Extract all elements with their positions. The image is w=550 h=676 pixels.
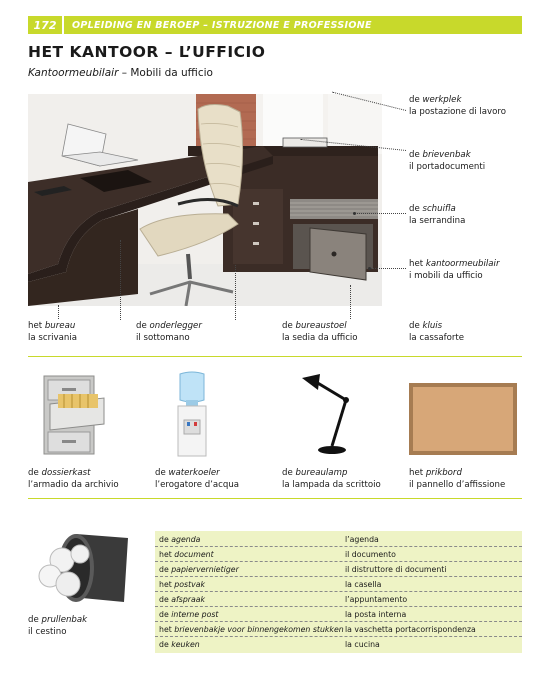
vocab-row	[155, 578, 522, 591]
label-prullenbak	[28, 614, 87, 638]
term-nl: agenda	[171, 534, 201, 544]
separator-rule	[28, 356, 522, 357]
term-it: la cassaforte	[409, 333, 465, 343]
term-it: la serrandina	[409, 216, 466, 226]
subtitle-separator: –	[118, 67, 131, 79]
vocab-nl	[159, 610, 218, 619]
article: de	[409, 95, 423, 105]
term-nl: dossierkast	[41, 468, 91, 478]
corkboard-image	[409, 383, 517, 455]
vocab-row	[155, 608, 522, 621]
callout-line-onderlegger	[120, 240, 121, 320]
water-cooler-icon	[172, 370, 212, 458]
term-it: la postazione di lavoro	[409, 107, 507, 117]
vocab-nl	[159, 580, 205, 589]
term-nl: schuifla	[422, 204, 456, 214]
vocab-divider	[155, 606, 522, 607]
article: de	[409, 150, 423, 160]
term-it: i mobili da ufficio	[409, 271, 483, 281]
callout-brievenbak	[409, 149, 485, 173]
vocab-it: il documento	[345, 549, 396, 559]
office-illustration	[28, 94, 382, 306]
vocab-it: la casella	[345, 579, 382, 589]
article: de	[282, 468, 296, 478]
filing-cabinet-image	[36, 372, 108, 458]
article: de	[282, 321, 296, 331]
term-nl: bureau	[44, 321, 76, 331]
article: de	[28, 615, 42, 625]
term-it: il pannello d’affissione	[409, 480, 506, 490]
callout-bureaustoel	[282, 320, 358, 344]
callout-line-kluis	[350, 285, 351, 319]
callout-werkplek	[409, 94, 506, 118]
vocab-it: l’appuntamento	[345, 594, 408, 604]
vocab-divider	[155, 561, 522, 562]
vocabulary-box	[155, 531, 522, 653]
vocab-nl	[159, 595, 205, 604]
subtitle-nl: Kantoormeubilair	[28, 67, 119, 79]
article: de	[159, 609, 172, 619]
article: de	[136, 321, 150, 331]
article: het	[159, 579, 175, 589]
term-nl: document	[174, 549, 214, 559]
article: de	[159, 534, 172, 544]
callout-onderlegger	[136, 320, 202, 344]
article: het	[409, 468, 426, 478]
term-it: la lampada da scrittoio	[282, 480, 381, 490]
vocab-divider	[155, 546, 522, 547]
article: het	[159, 624, 175, 634]
vocab-nl	[159, 640, 200, 649]
wastebin-icon	[32, 532, 132, 604]
label-bureaulamp	[282, 467, 381, 491]
term-it: il portadocumenti	[409, 162, 486, 172]
term-it: la sedia da ufficio	[282, 333, 358, 343]
term-nl: keuken	[171, 639, 200, 649]
article: het	[409, 259, 426, 269]
callout-line-bureaustoel	[235, 265, 236, 320]
filing-cabinet-icon	[36, 372, 108, 458]
page-subtitle	[28, 67, 213, 79]
section-title: OPLEIDING EN BEROEP – ISTRUZIONE E PROFESSIONE	[72, 19, 372, 31]
vocab-divider	[155, 621, 522, 622]
callout-kluis	[409, 320, 464, 344]
term-nl: kantoormeubilair	[425, 259, 500, 269]
term-it: l’armadio da archivio	[28, 480, 119, 490]
term-nl: afspraak	[171, 594, 206, 604]
term-nl: prikbord	[425, 468, 462, 478]
term-it: il cestino	[28, 627, 67, 637]
term-it: l’erogatore d’acqua	[155, 480, 240, 490]
callout-line-schuifla	[355, 213, 406, 214]
vocab-nl	[159, 625, 344, 634]
article: de	[409, 204, 423, 214]
label-dossierkast	[28, 467, 119, 491]
article: de	[409, 321, 423, 331]
wastebin-image	[32, 532, 132, 604]
vocab-it: l’agenda	[345, 534, 379, 544]
water-cooler-image	[172, 370, 212, 458]
term-nl: onderlegger	[149, 321, 202, 331]
callout-dot-kantoormeubilair	[368, 267, 371, 270]
term-nl: brievenbak	[422, 150, 471, 160]
article: de	[159, 564, 172, 574]
vocab-row	[155, 638, 522, 651]
callout-line-bureau	[58, 305, 59, 319]
vocab-row	[155, 533, 522, 546]
desk-lamp-icon	[296, 372, 366, 458]
section-header-bar	[28, 16, 522, 34]
label-prikbord	[409, 467, 505, 491]
page-title: HET KANTOOR – L’UFFICIO	[28, 43, 266, 61]
callout-bureau	[28, 320, 77, 344]
vocab-row	[155, 593, 522, 606]
term-nl: brievenbakje voor binnengekomen stukken	[174, 624, 344, 634]
vocab-nl	[159, 535, 200, 544]
callout-line-kantoormeubilair	[370, 268, 406, 269]
vocab-it: la posta interna	[345, 609, 407, 619]
vocab-divider	[155, 576, 522, 577]
callout-schuifla	[409, 203, 465, 227]
vocab-nl	[159, 550, 214, 559]
term-nl: prullenbak	[41, 615, 88, 625]
label-waterkoeler	[155, 467, 239, 491]
vocab-row	[155, 548, 522, 561]
vocab-row	[155, 623, 522, 636]
separator-rule	[28, 498, 522, 499]
page-number: 172	[28, 16, 64, 34]
office-photo	[28, 94, 382, 306]
article: de	[159, 639, 172, 649]
vocab-row	[155, 563, 522, 576]
desk-lamp-image	[296, 372, 366, 458]
article: het	[28, 321, 45, 331]
vocab-it: il distruttore di documenti	[345, 564, 447, 574]
article: het	[159, 549, 175, 559]
callout-dot-schuifla	[353, 212, 356, 215]
article: de	[159, 594, 172, 604]
article: de	[28, 468, 42, 478]
callout-kantoormeubilair	[409, 258, 499, 282]
term-nl: interne post	[171, 609, 219, 619]
article: de	[155, 468, 169, 478]
vocab-nl	[159, 565, 239, 574]
term-nl: papiervernietiger	[171, 564, 239, 574]
term-it: la scrivania	[28, 333, 77, 343]
term-nl: postvak	[174, 579, 206, 589]
term-nl: werkplek	[422, 95, 462, 105]
term-nl: bureaulamp	[295, 468, 348, 478]
term-it: il sottomano	[136, 333, 190, 343]
vocab-it: la vaschetta portacorrispondenza	[345, 624, 476, 634]
vocab-divider	[155, 591, 522, 592]
term-nl: kluis	[422, 321, 443, 331]
vocab-divider	[155, 636, 522, 637]
corkboard-icon	[409, 383, 517, 455]
vocab-it: la cucina	[345, 639, 380, 649]
term-nl: waterkoeler	[168, 468, 220, 478]
subtitle-it: Mobili da ufficio	[130, 67, 213, 79]
term-nl: bureaustoel	[295, 321, 347, 331]
